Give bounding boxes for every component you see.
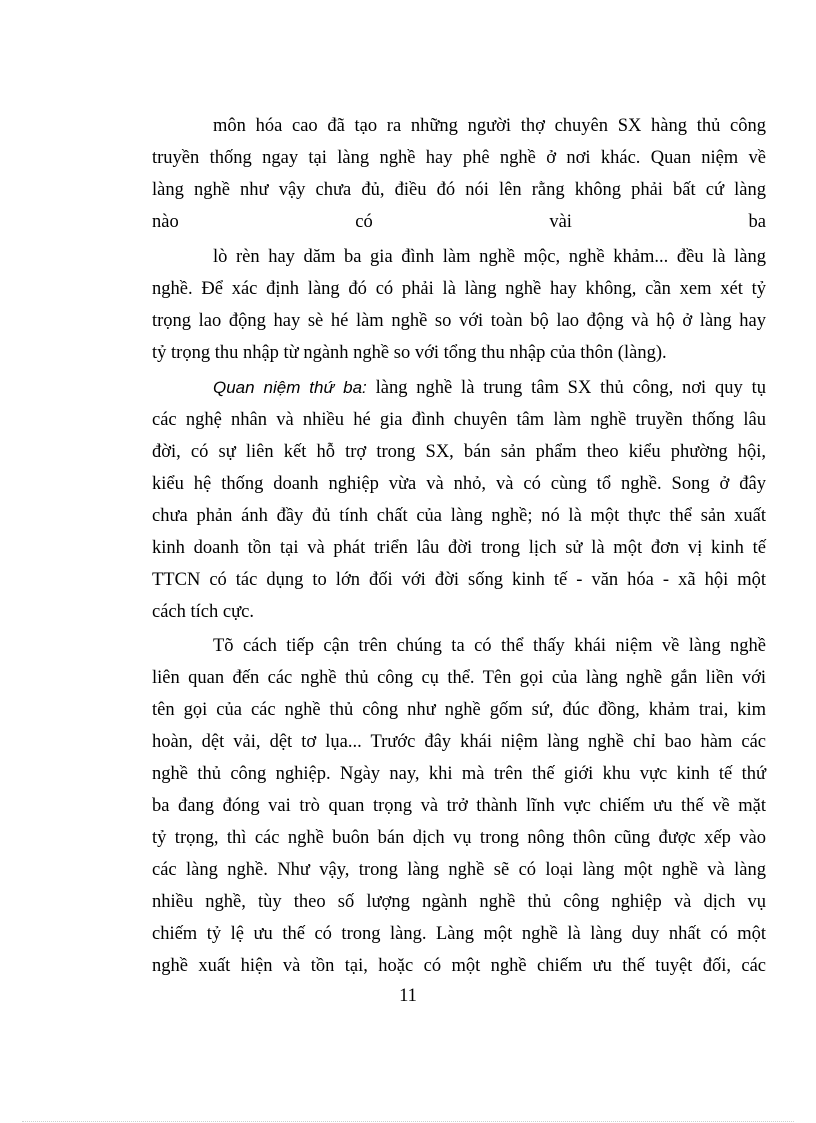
body-text-line: môn hóa cao đã tạo ra những người thợ chuyên SX hàng thủ công xyxy=(213,116,766,136)
body-text-line: đời, có sự liên kết hỗ trợ trong SX, bán sản phẩm theo kiểu phường hội, xyxy=(152,442,766,462)
body-text-line: nghề xuất hiện và tồn tại, hoặc có một nghề chiếm ưu thế tuyệt đối, các xyxy=(152,956,766,976)
page-bottom-divider xyxy=(22,1121,794,1122)
body-text-line: tỷ trọng, thì các nghề buôn bán dịch vụ trong nông thôn cũng được xếp vào xyxy=(152,828,766,848)
body-text-line: nào có vài ba xyxy=(152,212,766,232)
body-text-line: hoàn, dệt vải, dệt tơ lụa... Trước đây khái niệm làng nghề chỉ bao hàm các xyxy=(152,732,766,752)
body-text-line: tên gọi của các nghề thủ công như nghề gốm sứ, đúc đồng, khảm trai, kim xyxy=(152,700,766,720)
italic-lead-in: Quan niệm thứ ba: xyxy=(213,378,367,397)
body-text-line: kiểu hệ thống doanh nghiệp vừa và nhỏ, và có cùng tổ nghề. Song ở đây xyxy=(152,474,766,494)
body-text-line: tỷ trọng thu nhập từ ngành nghề so với tổng thu nhập của thôn (làng). xyxy=(152,343,667,363)
body-text-line xyxy=(213,374,766,402)
body-text-line: nghề thủ công nghiệp. Ngày nay, khi mà trên thế giới khu vực kinh tế thứ xyxy=(152,764,766,784)
body-text-run: làng nghề là trung tâm SX thủ công, nơi quy tụ xyxy=(366,378,766,398)
body-text-line: nghề. Để xác định làng đó có phải là làng nghề hay không, cần xem xét tỷ xyxy=(152,279,766,299)
body-text-line: lò rèn hay dăm ba gia đình làm nghề mộc, nghề khảm... đều là làng xyxy=(213,247,766,267)
body-text-line: kinh doanh tồn tại và phát triển lâu đời trong lịch sử là một đơn vị kinh tế xyxy=(152,538,766,558)
body-text-line: truyền thống ngay tại làng nghề hay phê nghề ở nơi khác. Quan niệm về xyxy=(152,148,766,168)
body-text-line: các làng nghề. Như vậy, trong làng nghề sẽ có loại làng một nghề và làng xyxy=(152,860,766,880)
body-text-line: cách tích cực. xyxy=(152,602,254,622)
body-text-line: chiếm tỷ lệ ưu thế có trong làng. Làng một nghề là làng duy nhất có một xyxy=(152,924,766,944)
body-text-line: trọng lao động hay sè hé làm nghề so với toàn bộ lao động và hộ ở làng hay xyxy=(152,311,766,331)
page-number: 11 xyxy=(399,986,417,1006)
body-text-line: làng nghề như vậy chưa đủ, điều đó nói lên rằng không phải bất cứ làng xyxy=(152,180,766,200)
body-text-line: nhiều nghề, tùy theo số lượng ngành nghề thủ công nghiệp và dịch vụ xyxy=(152,892,766,912)
body-text-line: Tõ cách tiếp cận trên chúng ta có thể thấy khái niệm về làng nghề xyxy=(213,636,766,656)
body-text-line: TTCN có tác dụng to lớn đối với đời sống kinh tế - văn hóa - xã hội một xyxy=(152,570,766,590)
body-text-line: liên quan đến các nghề thủ công cụ thể. Tên gọi của làng nghề gắn liền với xyxy=(152,668,766,688)
body-text-line: chưa phản ánh đầy đủ tính chất của làng nghề; nó là một thực thể sản xuất xyxy=(152,506,766,526)
body-text-line: ba đang đóng vai trò quan trọng và trở thành lĩnh vực chiếm ưu thế về mặt xyxy=(152,796,766,816)
body-text-line: các nghệ nhân và nhiều hé gia đình chuyên tâm làm nghề truyền thống lâu xyxy=(152,410,766,430)
